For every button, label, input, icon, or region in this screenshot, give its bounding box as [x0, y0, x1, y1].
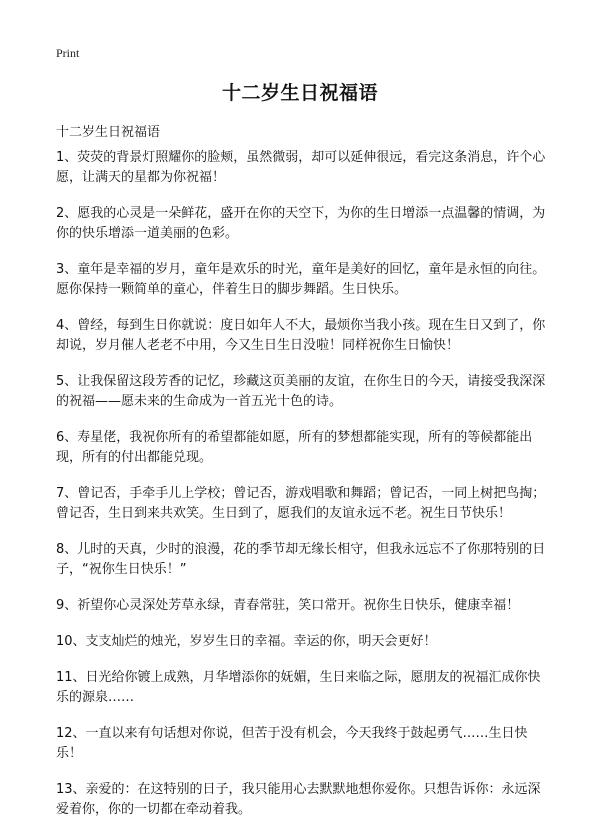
wish-paragraph-7: 7、曾记否，手牵手儿上学校；曾记否，游戏唱歌和舞蹈；曾记否，一同上树把鸟掏；曾记否，生日到来共欢笑。生日到了，愿我们的友谊永远不老。祝生日节快乐！	[56, 486, 546, 521]
print-link[interactable]: Print	[56, 46, 80, 60]
wish-paragraph-2: 2、愿我的心灵是一朵鲜花，盛开在你的天空下，为你的生日增添一点温馨的情调，为你的快乐增添一道美丽的色彩。	[56, 206, 546, 241]
wishes-list	[56, 148, 552, 836]
wish-paragraph-3: 3、童年是幸福的岁月，童年是欢乐的时光，童年是美好的回忆，童年是永恒的向往。愿你保持一颗简单的童心，伴着生日的脚步舞蹈。生日快乐。	[56, 262, 546, 297]
wish-paragraph-1: 1、荧荧的背景灯照耀你的脸颊，虽然微弱，却可以延伸很远，看完这条消息，许个心愿，让满天的星都为你祝福！	[56, 150, 546, 185]
page-title: 十二岁生日祝福语	[221, 82, 378, 104]
section-subtitle: 十二岁生日祝福语	[56, 125, 161, 140]
wish-paragraph-8: 8、儿时的天真，少时的浪漫，花的季节却无缘长相守，但我永远忘不了你那特别的日子，“祝你生日快乐！”	[56, 542, 546, 577]
wish-paragraph-13: 13、亲爱的：在这特别的日子，我只能用心去默默地想你爱你。只想告诉你：永远深爱着你，你的一切都在牵动着我。	[56, 782, 541, 817]
wish-paragraph-11: 11、日光给你镀上成熟，月华增添你的妩媚，生日来临之际，愿朋友的祝福汇成你快乐的源泉……	[56, 670, 541, 705]
wish-paragraph-10: 10、支支灿烂的烛光，岁岁生日的幸福。幸运的你，明天会更好！	[56, 634, 437, 649]
wish-paragraph-6: 6、寿星佬，我祝你所有的希望都能如愿，所有的梦想都能实现，所有的等候都能出现，所有的付出都能兑现。	[56, 430, 533, 465]
wish-paragraph-4: 4、曾经，每到生日你就说：度日如年人不大，最烦你当我小孩。现在生日又到了，你却说，岁月催人老老不中用，今又生日生日没啦！同样祝你生日愉快！	[56, 318, 546, 353]
wish-paragraph-5: 5、让我保留这段芳香的记忆，珍藏这页美丽的友谊，在你生日的今天，请接受我深深的祝福——愿未来的生命成为一首五光十色的诗。	[56, 374, 546, 409]
wish-paragraph-12: 12、一直以来有句话想对你说，但苦于没有机会，今天我终于鼓起勇气……生日快乐！	[56, 726, 528, 761]
wish-paragraph-9: 9、祈望你心灵深处芳草永绿，青春常驻，笑口常开。祝你生日快乐，健康幸福！	[56, 598, 520, 613]
